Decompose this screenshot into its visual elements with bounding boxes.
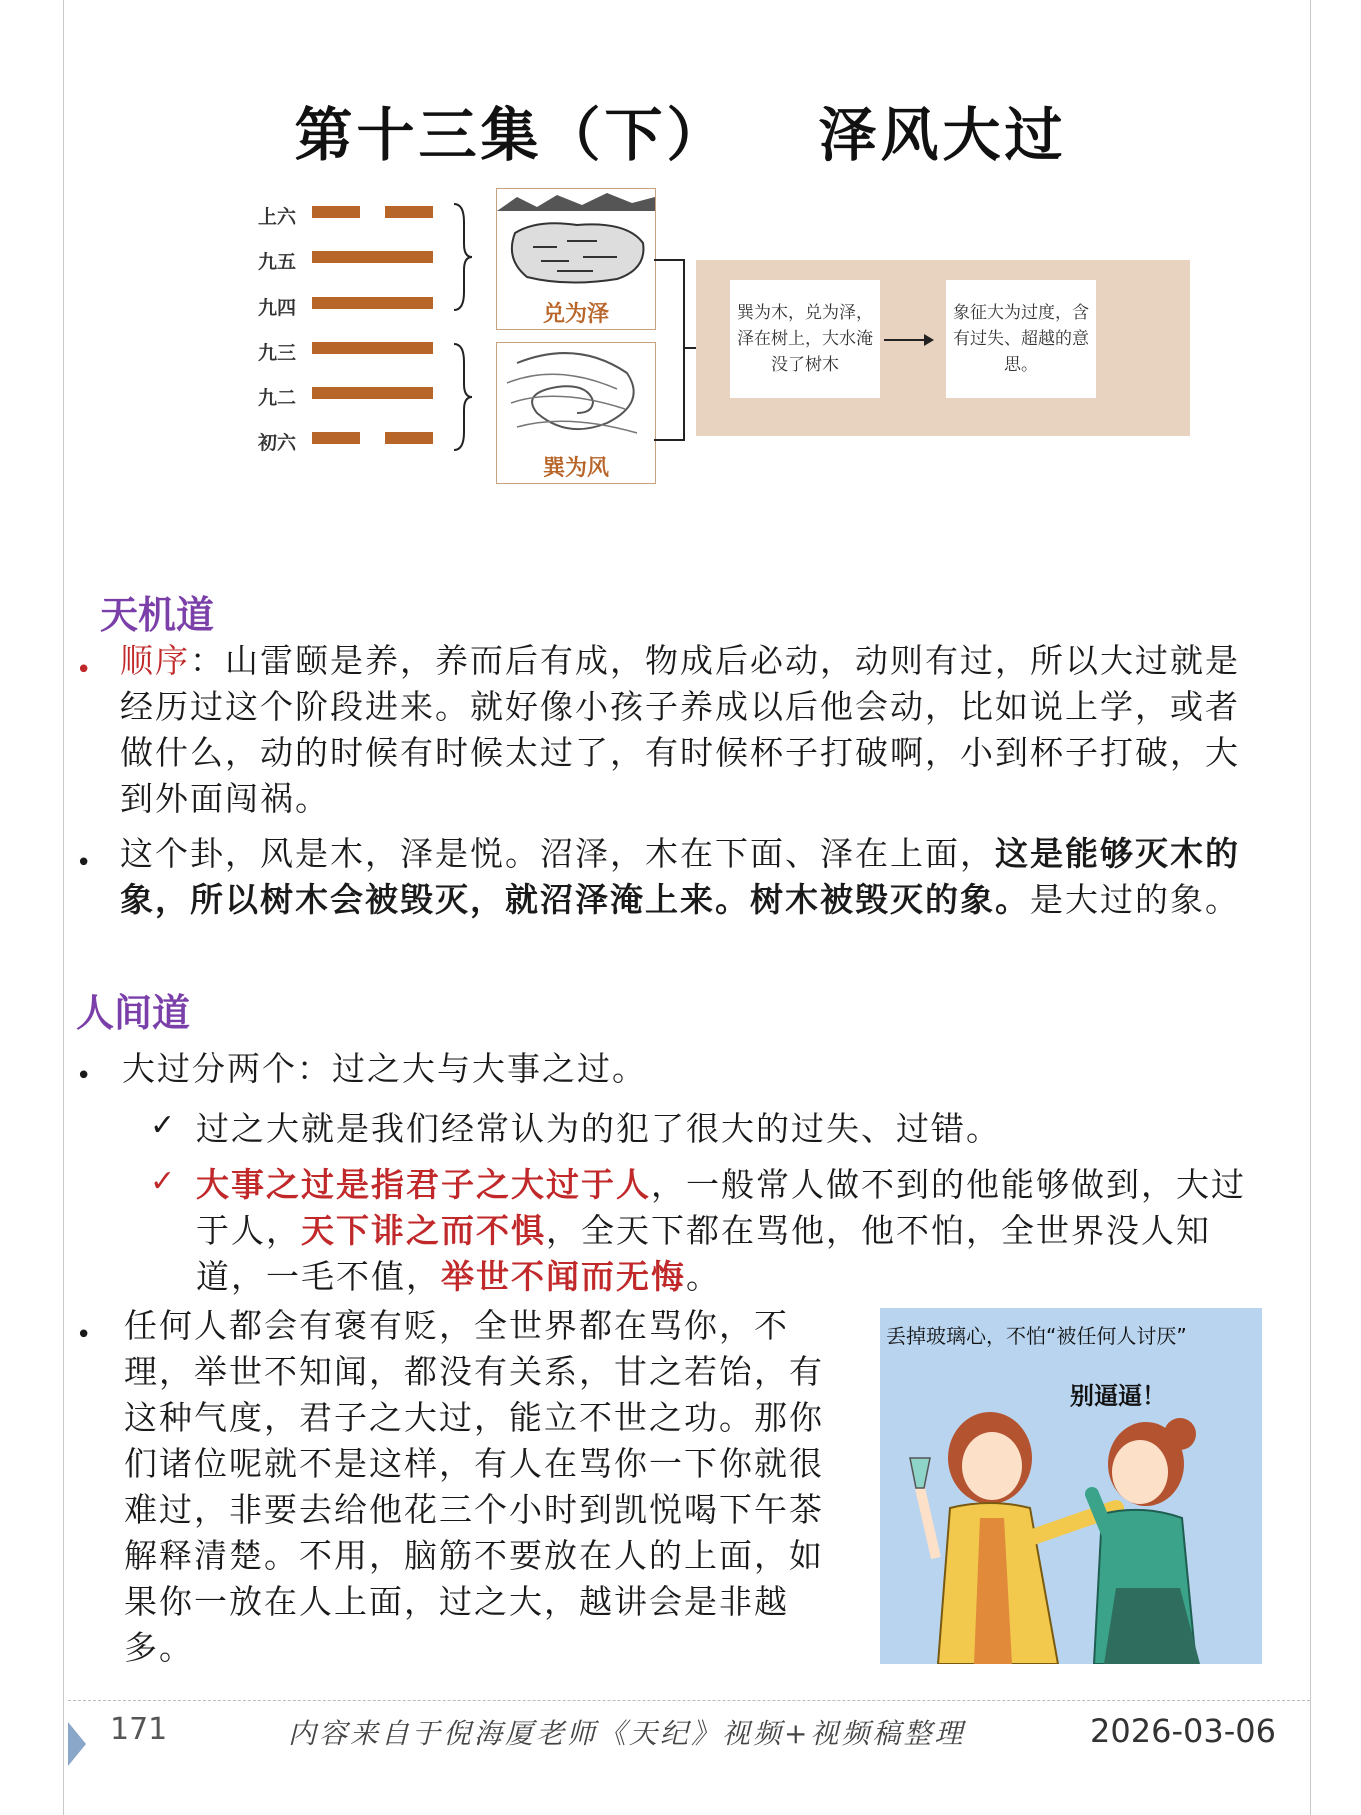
bullet-icon: • (76, 1061, 92, 1091)
order-label: 顺序 (120, 641, 190, 680)
yin-line-right (385, 206, 433, 218)
red-text-1: 大事之过是指君子之大过于人 (196, 1165, 651, 1204)
lower-brace-icon (450, 342, 474, 452)
yin-line-left (312, 432, 360, 444)
tianji-paragraph-2 (120, 831, 1270, 923)
p2-text-c: 是大过的象。 (1030, 880, 1240, 919)
p2-text-a: 这个卦，风是木，泽是悦。沼泽，木在下面、泽在上面， (120, 834, 995, 873)
red-text-3: 举世不闻而无悔 (441, 1257, 686, 1296)
text-2: ，全天下都在骂他，他不怕，全世界没人知道，一毛不值， (196, 1211, 1211, 1296)
cartoon-caption: 丢掉玻璃心，不怕“被任何人讨厌” (886, 1324, 1187, 1348)
renjian-check-2 (196, 1162, 1276, 1300)
check-icon: ✓ (150, 1108, 176, 1143)
text-1: ，一般常人做不到的他能够做到，大过于人， (196, 1165, 1246, 1250)
tianji-paragraph-1 (120, 638, 1270, 822)
page-border-left (63, 0, 64, 1815)
bullet-icon: • (76, 1320, 92, 1350)
page-title (0, 88, 1361, 172)
red-text-2: 天下诽之而不惧 (301, 1211, 546, 1250)
footer-source: 内容来自于倪海厦老师《天纪》视频+视频稿整理 (288, 1717, 966, 1750)
footer-triangle-icon (68, 1722, 86, 1766)
hexagram-diagram (250, 190, 1190, 560)
wind-picture (496, 342, 656, 484)
cartoon-image (880, 1308, 1262, 1664)
yang-line (312, 342, 433, 354)
yang-line (312, 251, 433, 263)
marsh-icon (497, 189, 655, 295)
arrow-icon (880, 330, 940, 350)
section-heading-renjian: 人间道 (76, 991, 191, 1035)
lower-caption: 巽为风 (542, 456, 609, 481)
renjian-check-1: 过之大就是我们经常认为的犯了很大的过失、过错。 (196, 1109, 1001, 1148)
renjian-paragraph-2: 任何人都会有褒有贬，全世界都在骂你，不理，举世不知闻，都没有关系，甘之若饴，有这种气度，君子之大过，能立不世之功。那你们诸位呢就不是这样，有人在骂你一下你就很难过，非要去给他花三个小时到凯悦喝下午茶解释清楚。不用，脑筋不要放在人的上面，如果你一放在人上面，过之大，越讲会是非越多。 (124, 1306, 824, 1667)
line-label: 九五 (258, 251, 297, 273)
line-label: 初六 (258, 432, 297, 454)
upper-caption: 兑为泽 (542, 302, 609, 327)
line-label: 九三 (258, 342, 297, 364)
two-women-illustration-icon (880, 1308, 1262, 1664)
page-number: 171 (110, 1712, 168, 1747)
bullet-icon: • (76, 848, 92, 878)
line-label: 九二 (258, 387, 297, 409)
marsh-picture (496, 188, 656, 330)
footer-divider (68, 1700, 1310, 1701)
page-border-right (1310, 0, 1311, 1815)
footer-date: 2026-03-06 (1090, 1712, 1276, 1750)
bullet-icon: • (76, 655, 92, 685)
upper-brace-icon (450, 202, 474, 312)
cartoon-speech: 别逼逼！ (1070, 1382, 1166, 1410)
renjian-paragraph-1: 大过分两个：过之大与大事之过。 (122, 1049, 647, 1088)
title-part2: 泽风大过 (818, 101, 1067, 169)
line-label: 上六 (258, 206, 297, 228)
title-part1: 第十三集（下） (294, 101, 729, 169)
flow-box-1: 巽为木，兑为泽，泽在树上，大水淹没了树木 (730, 280, 880, 398)
order-text: ：山雷颐是养，养而后有成，物成后必动，动则有过，所以大过就是经历过这个阶段进来。就好像小孩子养成以后他会动，比如说上学，或者做什么，动的时候有时候太过了，有时候杯子打破啊，小到杯子打破，大到外面闯祸。 (120, 641, 1240, 818)
yang-line (312, 297, 433, 309)
yin-line-left (312, 206, 360, 218)
yin-line-right (385, 432, 433, 444)
p2-text-bold: 这是能够灭木的象，所以树木会被毁灭，就沼泽淹上来。树木被毁灭的象。 (120, 834, 1240, 919)
text-3: 。 (686, 1257, 721, 1296)
line-label: 九四 (258, 297, 297, 319)
check-icon: ✓ (150, 1164, 176, 1199)
wind-icon (497, 343, 655, 449)
section-heading-tianji: 天机道 (100, 593, 215, 637)
yang-line (312, 387, 433, 399)
flow-box-2: 象征大为过度，含有过失、超越的意思。 (946, 280, 1096, 398)
